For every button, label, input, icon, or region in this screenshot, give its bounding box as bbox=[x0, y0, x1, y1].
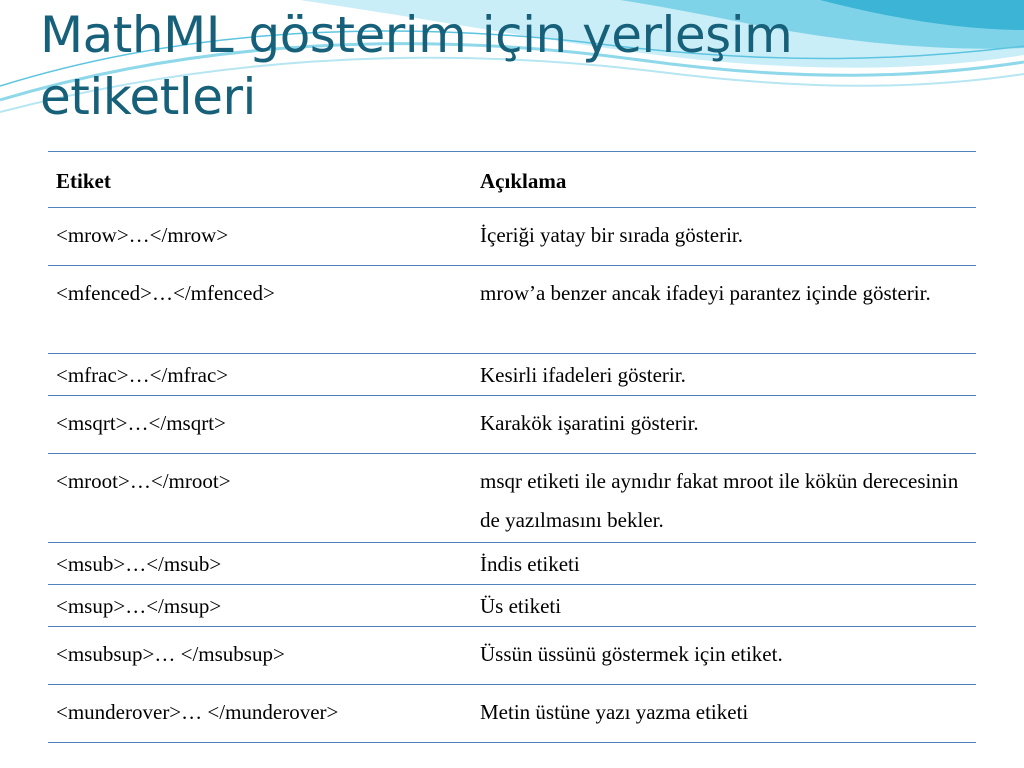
description-cell: Üs etiketi bbox=[472, 585, 976, 627]
description-cell: msqr etiketi ile aynıdır fakat mroot ile kökün derecesinin de yazılmasını bekler. bbox=[472, 454, 976, 543]
tag-cell: <msub>…</msub> bbox=[48, 543, 472, 585]
tag-cell: <mfenced>…</mfenced> bbox=[48, 266, 472, 354]
description-cell: Kesirli ifadeleri gösterir. bbox=[472, 354, 976, 396]
table-row bbox=[48, 208, 976, 266]
description-cell: mrow’a benzer ancak ifadeyi parantez içinde gösterir. bbox=[472, 266, 976, 354]
table-row bbox=[48, 454, 976, 543]
table-header-row bbox=[48, 152, 976, 208]
tag-cell: <mfrac>…</mfrac> bbox=[48, 354, 472, 396]
tag-cell: <mroot>…</mroot> bbox=[48, 454, 472, 543]
table-row bbox=[48, 354, 976, 396]
tag-table bbox=[48, 151, 976, 743]
tag-cell: <mrow>…</mrow> bbox=[48, 208, 472, 266]
page-title: MathML gösterim için yerleşim etiketleri bbox=[40, 6, 793, 126]
tag-cell: <msup>…</msup> bbox=[48, 585, 472, 627]
description-cell: Metin üstüne yazı yazma etiketi bbox=[472, 685, 976, 743]
table-row bbox=[48, 585, 976, 627]
description-cell: Karakök işaratini gösterir. bbox=[472, 396, 976, 454]
header-etiket: Etiket bbox=[48, 152, 472, 208]
tag-cell: <munderover>… </munderover> bbox=[48, 685, 472, 743]
description-cell: Üssün üssünü göstermek için etiket. bbox=[472, 627, 976, 685]
table-row bbox=[48, 685, 976, 743]
table-row bbox=[48, 543, 976, 585]
table-row bbox=[48, 266, 976, 354]
tag-cell: <msubsup>… </msubsup> bbox=[48, 627, 472, 685]
header-aciklama: Açıklama bbox=[472, 152, 976, 208]
table-row bbox=[48, 396, 976, 454]
table-row bbox=[48, 627, 976, 685]
tag-cell: <msqrt>…</msqrt> bbox=[48, 396, 472, 454]
description-cell: İçeriği yatay bir sırada gösterir. bbox=[472, 208, 976, 266]
description-cell: İndis etiketi bbox=[472, 543, 976, 585]
